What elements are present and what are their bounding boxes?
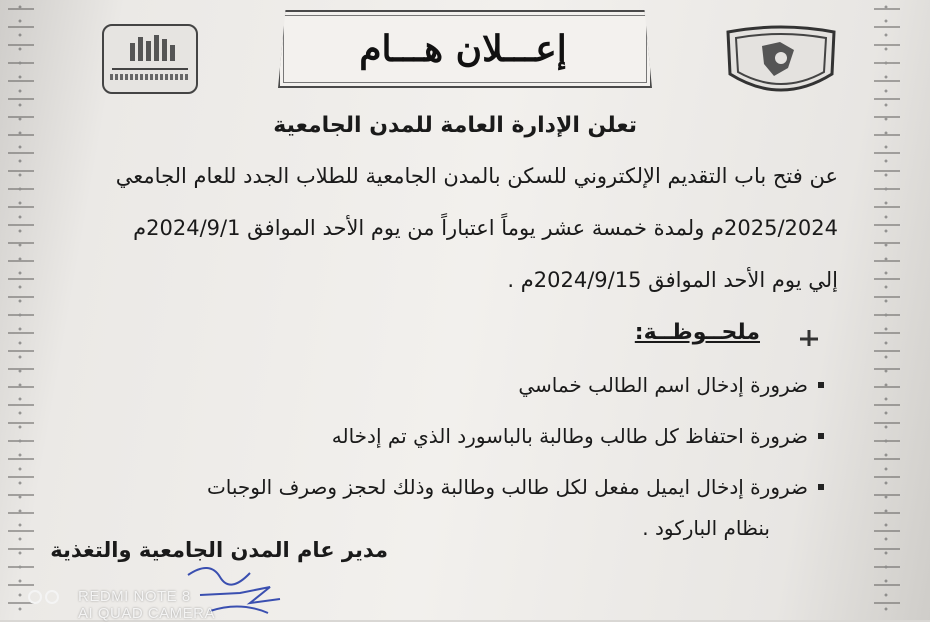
note-item [332,424,824,448]
announcement-heading: تعلن الإدارة العامة للمدن الجامعية [273,113,637,138]
note-text: ضرورة إدخال ايميل مفعل لكل طالب وطالبة وذلك لحجز وصرف الوجبات [206,475,808,499]
decorative-border-right [874,0,900,620]
signature-title: مدير عام المدن الجامعية والتغذية [50,538,388,562]
cross-marker-icon [798,328,820,348]
note-label: ملحــوظــة: [634,320,760,345]
paragraph-line-3: إلي يوم الأحد الموافق 2024/9/15م . [507,268,838,292]
watermark-line-2: AI QUAD CAMERA [78,605,216,622]
watermark-line-1: REDMI NOTE 8 [78,588,191,605]
bullet-icon [818,433,824,439]
bullet-icon [818,484,824,490]
paragraph-line-2: 2025/2024م ولمدة خمسة عشر يوماً اعتباراً من يوم الأحد الموافق 2024/9/1م [133,216,838,240]
announcement-title: إعـــلان هـــام [359,28,567,70]
note-item [518,373,824,397]
paragraph-line-1: عن فتح باب التقديم الإلكتروني للسكن بالمدن الجامعية للطلاب الجدد للعام الجامعي [115,164,838,188]
note-item [207,475,824,499]
university-logo-icon [102,24,198,94]
camera-dots-icon [28,590,59,604]
bullet-icon [818,382,824,388]
decorative-border-left [8,0,34,620]
emblem-logo-icon [722,24,840,104]
note-continuation: بنظام الباركود . [642,516,770,540]
camera-watermark [78,588,215,622]
note-text: ضرورة إدخال اسم الطالب خماسي [518,373,808,397]
note-text: ضرورة احتفاظ كل طالب وطالبة بالباسورد الذي تم إدخاله [331,424,808,448]
